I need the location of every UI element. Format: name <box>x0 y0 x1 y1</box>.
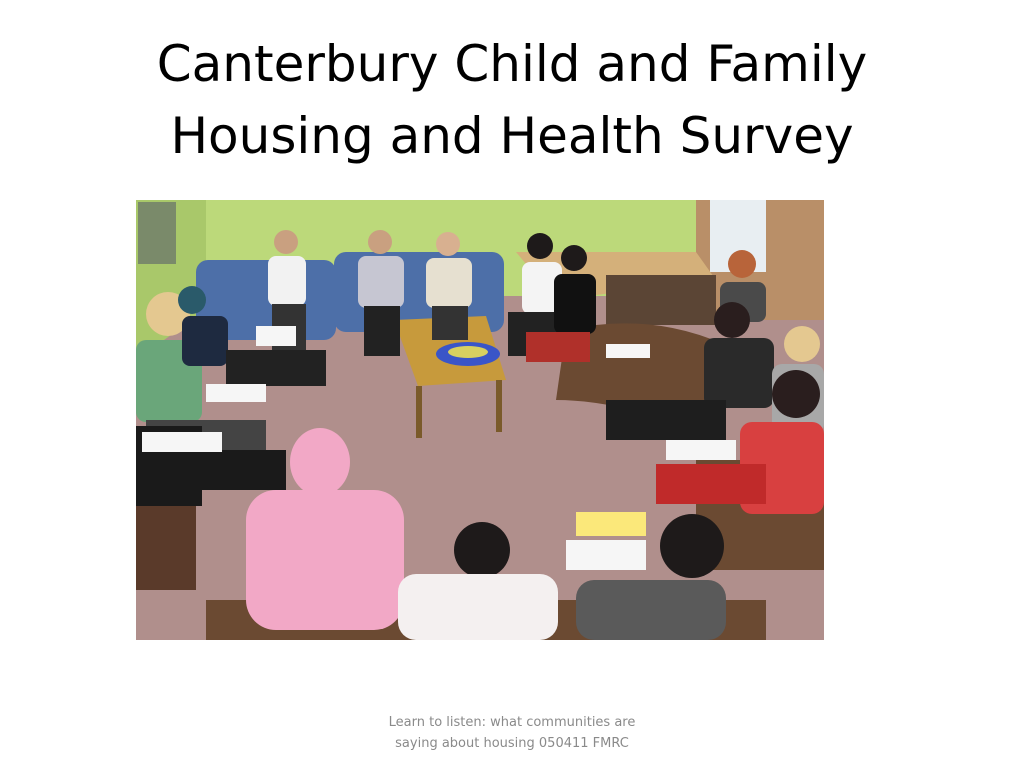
photo-illustration <box>136 200 824 640</box>
slide-title-line-1: Canterbury Child and Family <box>156 35 868 93</box>
footer-line-2: saying about housing 050411 FMRC <box>395 736 629 751</box>
paper <box>206 384 266 402</box>
paper <box>606 344 650 358</box>
slide-footer <box>352 712 672 754</box>
slide-title-line-2: Housing and Health Survey <box>170 107 854 165</box>
paper <box>566 540 646 570</box>
group-meeting-photo <box>136 200 824 640</box>
paper <box>256 326 296 346</box>
wall-poster <box>138 202 176 264</box>
paper <box>666 440 736 460</box>
paper <box>142 432 222 452</box>
footer-line-1: Learn to listen: what communities are <box>388 715 636 730</box>
desk-front <box>606 275 716 325</box>
notepad <box>576 512 646 536</box>
slide-title <box>60 28 964 172</box>
